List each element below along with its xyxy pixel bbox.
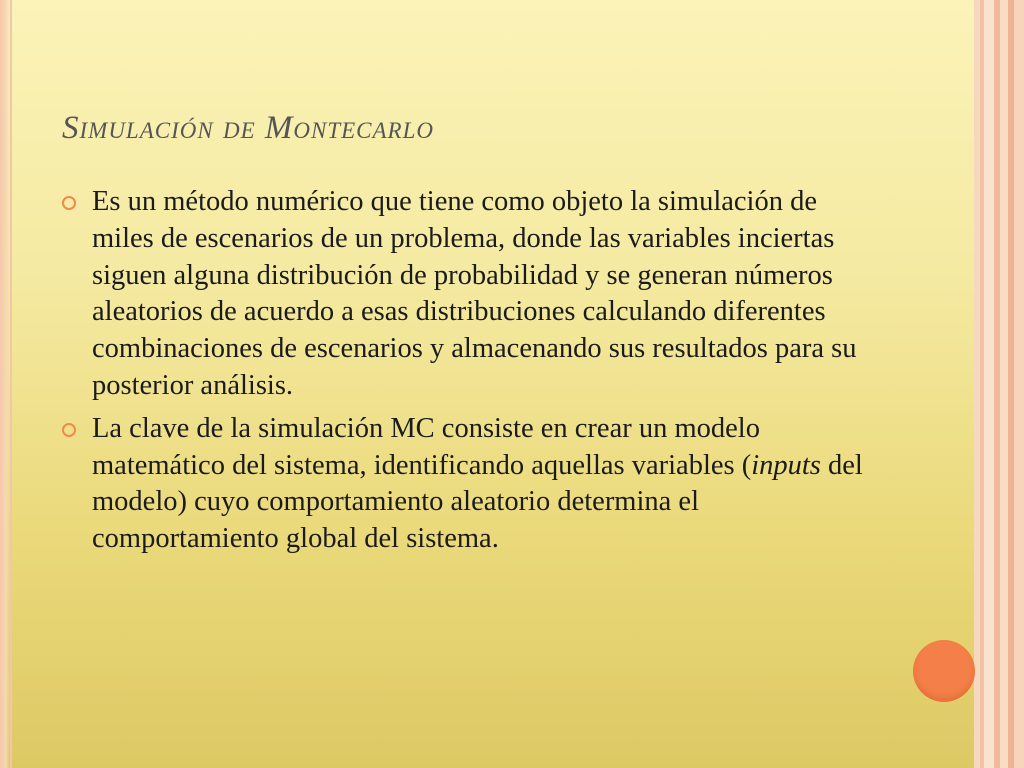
- bullet-text-2-after: del modelo) cuyo comportamiento aleatorio determina el comportamiento global del sistema.: [92, 449, 863, 555]
- bullet-text-2-italic: inputs: [751, 449, 821, 481]
- orange-circle-decoration: [913, 640, 975, 702]
- right-stripes-decoration: [974, 0, 1024, 768]
- left-edge-line: [10, 0, 12, 768]
- bullet-item-1: [62, 184, 882, 405]
- ring-bullet-icon: [62, 423, 76, 437]
- bullet-list: [62, 184, 882, 564]
- slide-title: Simulación de Montecarlo: [62, 110, 435, 146]
- ring-bullet-icon: [62, 196, 76, 210]
- left-edge-decoration: [0, 0, 10, 768]
- bullet-item-2: [62, 411, 882, 558]
- bullet-text-1: Es un método numérico que tiene como objeto la simulación de miles de escenarios de un problema, donde las variables inciertas siguen alguna distribución de probabilidad y se generan números aleatorios de acuerdo a esas distribuciones calculando diferentes combinaciones de escenarios y almacenando sus resultados para su posterior análisis.: [92, 186, 857, 401]
- bullet-text-2-before: La clave de la simulación MC consiste en crear un modelo matemático del sistema, identificando aquellas variables (: [92, 412, 760, 481]
